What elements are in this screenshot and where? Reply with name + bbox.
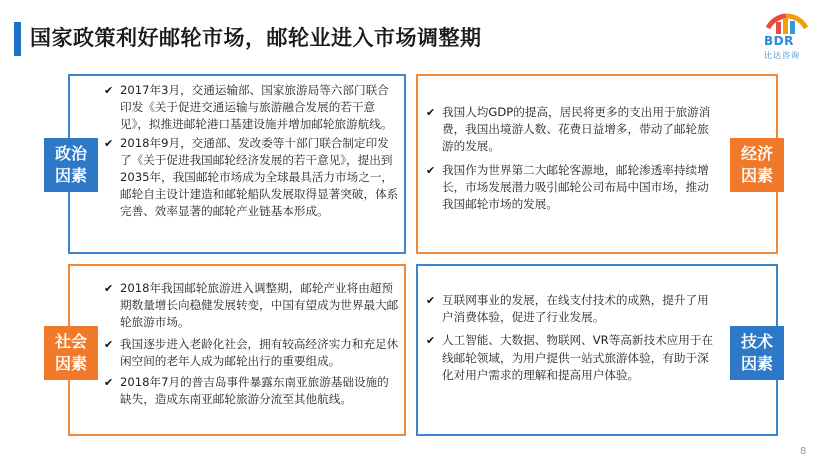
list-item: ✔ 我国人均GDP的提高，居民将更多的支出用于旅游消费，我国出境游人数、花费日益增多，带动了邮轮旅游的发展。 [426,105,711,154]
list-item: ✔ 2018年7月的普吉岛事件暴露东南亚旅游基础设施的缺失，造成东南亚邮轮旅游分流至其他航线。 [104,375,389,407]
list-item: ✔ 人工智能、大数据、物联网、VR等高新技术应用于在线邮轮领域，为用户提供一站式旅游体验，有助于深化对用户需求的理解和提高用户体验。 [426,333,714,382]
politics-tag-line1: 政治 [54,144,87,163]
list-item: ✔ 我国逐步进入老龄化社会，拥有较高经济实力和充足休闲空间的老年人成为邮轮出行的重要组成。 [104,336,399,368]
technology-list [426,292,716,385]
logo-text: BDR [764,34,794,48]
society-list [104,280,400,409]
technology-tag-line2: 因素 [740,354,773,373]
society-tag-line2: 因素 [54,354,87,373]
society-tag [44,326,98,380]
economy-tag-line1: 经济 [740,144,773,163]
check-icon: ✔ [426,163,436,177]
list-item: ✔ 互联网事业的发展，在线支付技术的成熟，提升了用户消费体验，促进了行业发展。 [426,293,709,325]
check-icon: ✔ [104,376,114,390]
economy-tag [730,138,784,192]
list-item: ✔ 2018年我国邮轮旅游进入调整期，邮轮产业将由超预期数量增长向稳健发展转变，中国有望成为世界最大邮轮旅游市场。 [104,281,399,330]
check-icon: ✔ [104,84,114,97]
politics-tag [44,138,98,192]
page-title: 国家政策利好邮轮市场，邮轮业进入市场调整期 [30,26,482,50]
list-item: ✔ 2017年3月，交通运输部、国家旅游局等六部门联合印发《关于促进交通运输与旅游融合发展的若干意见》，拟推进邮轮港口基建设施并增加邮轮旅游航线。 [104,83,393,132]
technology-tag [730,326,784,380]
politics-tag-line2: 因素 [54,166,87,185]
check-icon: ✔ [426,334,436,348]
page-number: 8 [800,446,807,457]
check-icon: ✔ [104,282,114,295]
check-icon: ✔ [426,106,436,119]
list-item: ✔ 我国作为世界第二大邮轮客源地，邮轮渗透率持续增长，市场发展潜力吸引邮轮公司布局中国市场，推动我国邮轮市场的发展。 [426,162,709,212]
check-icon: ✔ [426,294,436,307]
list-item: ✔ 2018年9月，交通部、发改委等十部门联合制定印发了《关于促进我国邮轮经济发展的若干意见》，提出到2035年，我国邮轮市场成为全球最具活力市场之一，邮轮自主设计建造和邮轮船队发展取得显著突破，体系完善、效率显著的邮轮产业链基本形成。 [104,135,399,219]
check-icon: ✔ [104,337,114,351]
logo-subtitle: 比达咨询 [764,51,800,60]
politics-list [104,82,400,222]
title-accent-bar [14,22,21,56]
technology-tag-line1: 技术 [740,332,773,351]
society-tag-line1: 社会 [54,332,87,351]
economy-list [426,104,716,214]
economy-tag-line2: 因素 [740,166,773,185]
check-icon: ✔ [104,136,114,150]
